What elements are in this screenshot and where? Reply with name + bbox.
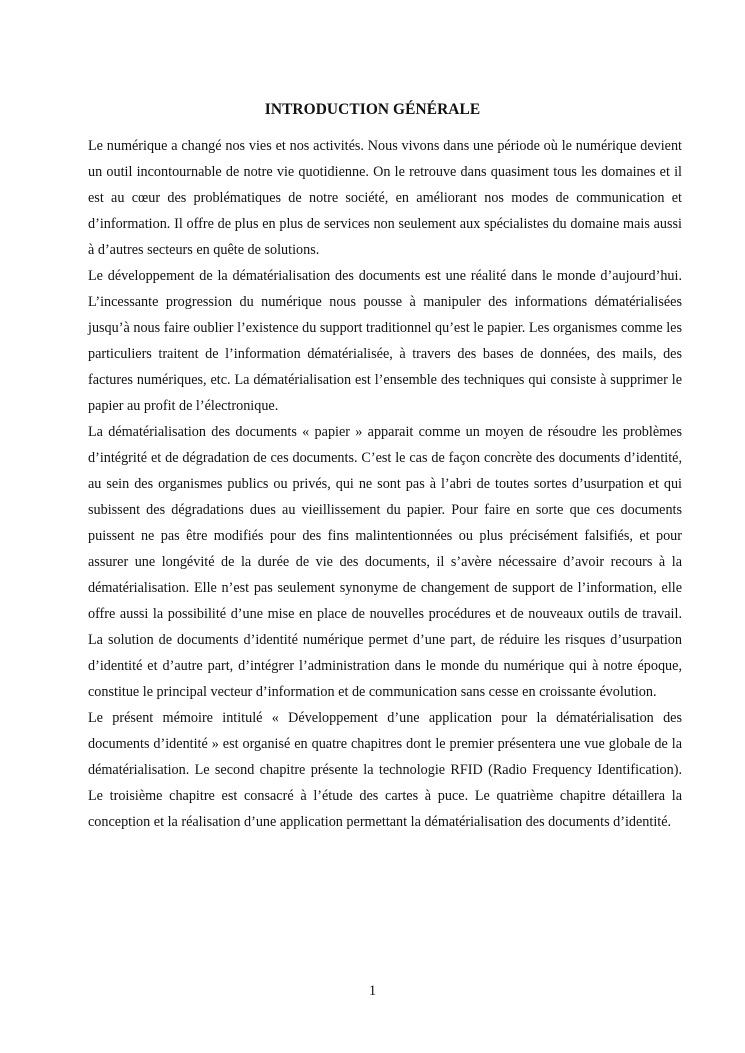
document-body xyxy=(88,133,682,835)
paragraph-2: Le développement de la dématérialisation des documents est une réalité dans le monde d’aujourd’hui. L’incessante progression du numérique nous pousse à manipuler des informations dématérialisées jusqu’à nous faire oublier l’existence du support traditionnel qu’est le papier. Les organismes comme les particuliers traitent de l’information dématérialisée, à travers des bases de données, des mails, des factures numériques, etc. La dématérialisation est l’ensemble des techniques qui consiste à supprimer le papier au profit de l’électronique. xyxy=(88,268,682,414)
page-number: 1 xyxy=(368,983,377,999)
paragraph-4: Le présent mémoire intitulé « Développement d’une application pour la dématérialisation des documents d’identité » est organisé en quatre chapitres dont le premier présentera une vue globale de la dématérialisation. Le second chapitre présente la technologie RFID (Radio Frequency Identification). Le troisième chapitre est consacré à l’étude des cartes à puce. Le quatrième chapitre détaillera la conception et la réalisation d’une application permettant la dématérialisation des documents d’identité. xyxy=(88,710,682,830)
paragraph-3: La dématérialisation des documents « papier » apparait comme un moyen de résoudre les problèmes d’intégrité et de dégradation de ces documents. C’est le cas de façon concrète des documents d’identité, au sein des organismes publics ou privés, qui ne sont pas à l’abri de toutes sortes d’usurpation et qui subissent des dégradations dues au vieillissement du papier. Pour faire en sorte que ces documents puissent ne pas être modifiés pour des fins malintentionnées ou plus précisément falsifiés, et pour assurer une longévité de la durée de vie des documents, il s’avère nécessaire d’avoir recours à la dématérialisation. Elle n’est pas seulement synonyme de changement de support de l’information, elle offre aussi la possibilité d’une mise en place de nouvelles procédures et de nouveaux outils de travail. La solution de documents d’identité numérique permet d’une part, de réduire les risques d’usurpation d’identité et d’autre part, d’intégrer l’administration dans le monde du numérique qui à notre époque, constitue le principal vecteur d’information et de communication sans cesse en croissante évolution. xyxy=(88,424,682,700)
paragraph-1: Le numérique a changé nos vies et nos activités. Nous vivons dans une période où le numérique devient un outil incontournable de notre vie quotidienne. On le retrouve dans quasiment tous les domaines et il est au cœur des problématiques de notre société, en améliorant nos modes de communication et d’information. Il offre de plus en plus de services non seulement aux spécialistes du domaine mais aussi à d’autres secteurs en quête de solutions. xyxy=(88,138,682,258)
page-title: INTRODUCTION GÉNÉRALE xyxy=(264,101,481,118)
